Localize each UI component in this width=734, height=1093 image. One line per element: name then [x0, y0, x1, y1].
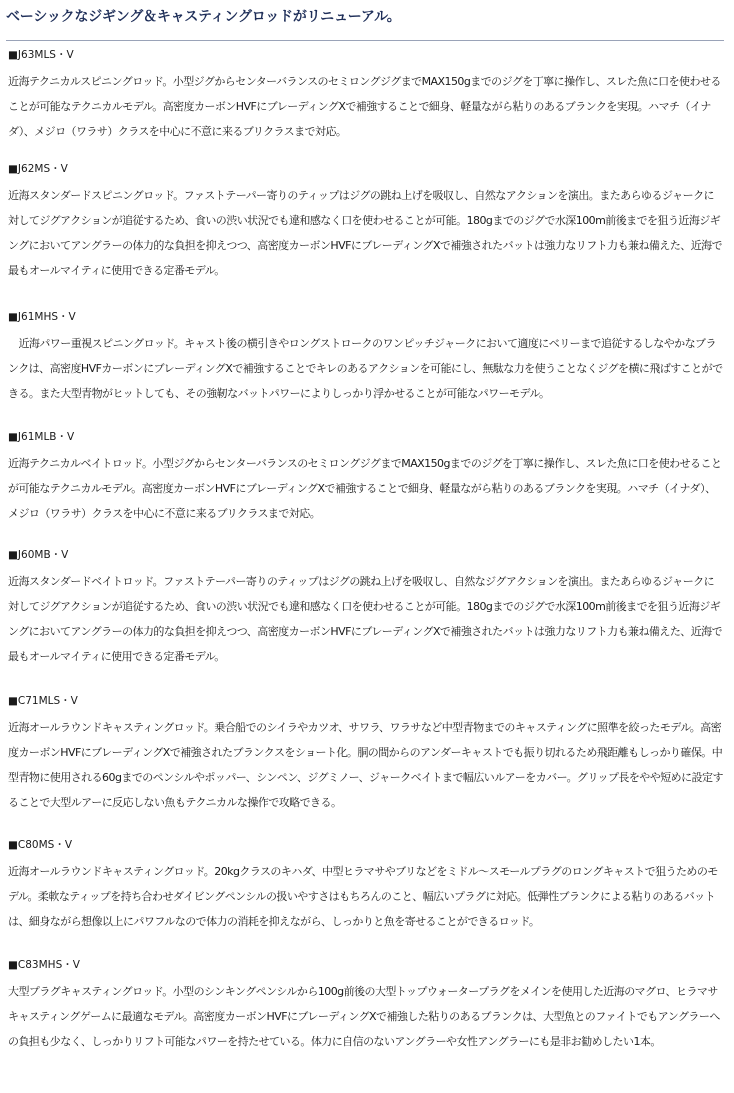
product-description: 近海オールラウンドキャスティングロッド。乗合船でのシイラやカツオ、サワラ、ワラサなど中型青物までのキャスティングに照準を絞ったモデル。高密度カーボンHVFにブレーディングXで補強されたブランクスをショート化。胴の間からのアンダーキャストでも振り切れるため飛距離もしっかり確保。中型青物に使用される60gまでのペンシルやポッパー、シンペン、ジグミノー、ジャークベイトまで幅広いルアーをカバー。グリップ長をやや短めに設定することで大型ルアーに反応しない魚もテクニカルな操作で攻略できる。 [8, 721, 723, 809]
product-model-name: ■J60MB・V [8, 549, 69, 561]
product-description: 近海スタンダードベイトロッド。ファストテーパー寄りのティップはジグの跳ね上げを吸収し、自然なジグアクションを演出。またあらゆるジャークに対してジグアクションが追従するため、食いの渋い状況でも違和感なく口を使わせることが可能。180gまでのジグで水深100m前後までを狙う近海ジギングにおいてアングラーの体力的な負担を抑えつつ、高密度カーボンHVFにブレーディングXで補強されたバットは強力なリフト力も兼ね備えた、近海で最もオールマイティに使用できる定番モデル。 [8, 575, 723, 663]
product-section-j60mb [8, 548, 724, 669]
product-section-j62ms [8, 162, 724, 283]
product-section-j63mls [8, 48, 724, 144]
product-description: 近海テクニカルスピニングロッド。小型ジグからセンターバランスのセミロングジグまでMAX150gまでのジグを丁寧に操作し、スレた魚に口を使わせることが可能なテクニカルモデル。高密度カーボンHVFにブレーディングXで補強することで細身、軽量ながら粘りのあるブランクを実現。ハマチ（イナダ）、メジロ（ワラサ）クラスを中心に不意に来るブリクラスまで対応。 [8, 75, 721, 138]
product-model-name: ■C83MHS・V [8, 959, 80, 971]
product-section-j61mhs [8, 310, 724, 406]
product-section-c80ms [8, 838, 724, 934]
product-section-c83mhs [8, 958, 724, 1054]
page-headline: ベーシックなジギング＆キャスティングロッドがリニューアル。 [6, 9, 401, 25]
product-model-name: ■J62MS・V [8, 163, 68, 175]
product-section-c71mls [8, 694, 724, 815]
product-model-name: ■C80MS・V [8, 839, 73, 851]
product-model-name: ■C71MLS・V [8, 695, 78, 707]
product-description: 近海スタンダードスピニングロッド。ファストテーパー寄りのティップはジグの跳ね上げを吸収し、自然なアクションを演出。またあらゆるジャークに対してジグアクションが追従するため、食いの渋い状況でも違和感なく口を使わせることが可能。180gまでのジグで水深100m前後までを狙う近海ジギングにおいてアングラーの体力的な負担を抑えつつ、高密度カーボンHVFにブレーディングXで補強されたバットは強力なリフト力も兼ね備えた、近海で最もオールマイティに使用できる定番モデル。 [8, 189, 723, 277]
product-section-j61mlb [8, 430, 724, 526]
product-model-name: ■J61MHS・V [8, 311, 76, 323]
product-description: 近海テクニカルベイトロッド。小型ジグからセンターバランスのセミロングジグまでMAX150gまでのジグを丁寧に操作し、スレた魚に口を使わせることが可能なテクニカルモデル。高密度カーボンHVFにブレーディングXで補強することで細身、軽量ながら粘りのあるブランクを実現。ハマチ（イナダ）、メジロ（ワラサ）クラスを中心に不意に来るブリクラスまで対応。 [8, 457, 722, 520]
product-model-name: ■J61MLB・V [8, 431, 75, 443]
product-model-name: ■J63MLS・V [8, 49, 74, 61]
product-description: 近海パワー重視スピニングロッド。キャスト後の横引きやロングストロークのワンピッチジャークにおいて適度にベリーまで追従するしなやかなブランクは、高密度HVFカーボンにブレーディングXで補強することでキレのあるアクションを可能にし、無駄な力を使うことなくジグを横に飛ばすことができる。また大型青物がヒットしても、その強靭なバットパワーによりしっかり浮かせることが可能なパワーモデル。 [8, 337, 723, 400]
header-divider [6, 40, 724, 41]
product-description: 近海オールラウンドキャスティングロッド。20kgクラスのキハダ、中型ヒラマサやブリなどをミドル～スモールプラグのロングキャストで狙うためのモデル。柔軟なティップを持ち合わせダイビングペンシルの扱いやすさはもちろんのこと、幅広いプラグに対応。低弾性ブランクによる粘りのあるバットは、細身ながら想像以上にパワフルなので体力の消耗を抑えながら、しっかりと魚を寄せることができるロッド。 [8, 865, 718, 928]
product-description: 大型プラグキャスティングロッド。小型のシンキングペンシルから100g前後の大型トップウォータープラグをメインを使用した近海のマグロ、ヒラマサキャスティングゲームに最適なモデル。高密度カーボンHVFにブレーディングXで補強した粘りのあるブランクは、大型魚とのファイトでもアングラーへの負担も少なく、しっかりリフト可能なパワーを持たせている。体力に自信のないアングラーや女性アングラーにも是非お勧めしたい1本。 [8, 985, 720, 1048]
